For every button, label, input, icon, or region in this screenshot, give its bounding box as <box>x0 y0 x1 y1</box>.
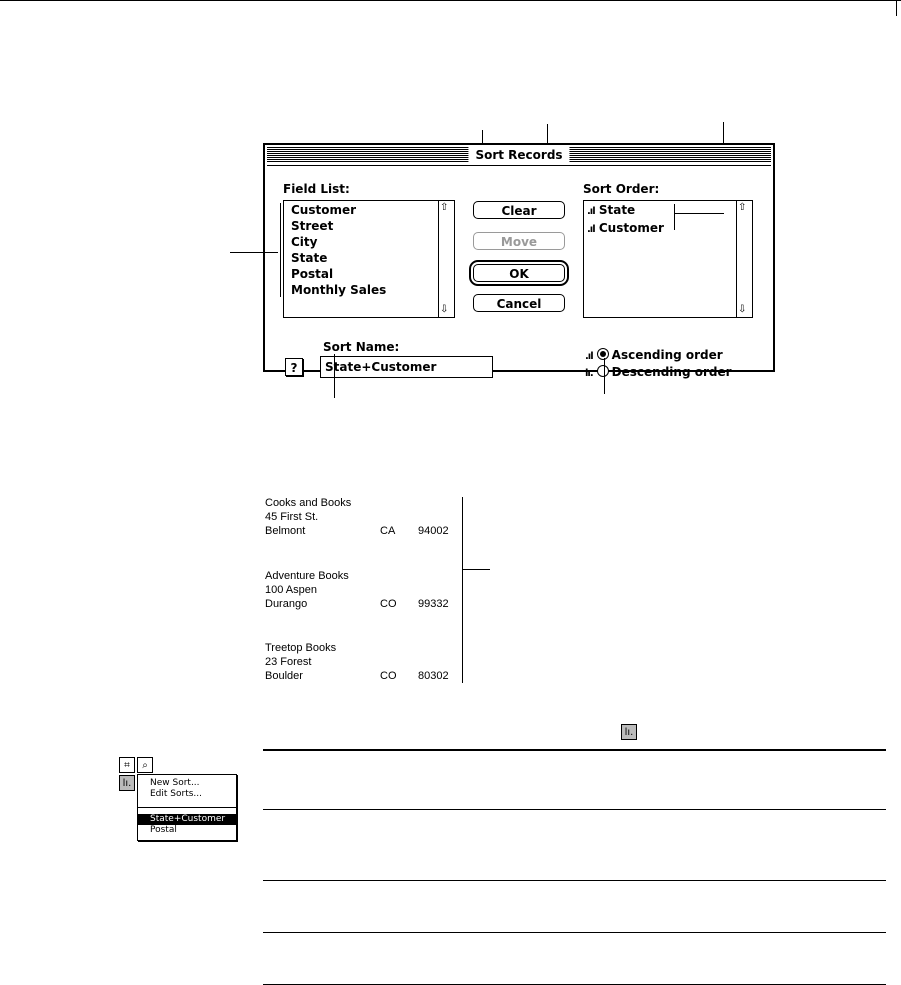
table-top-rule <box>263 749 886 751</box>
descending-radio[interactable] <box>597 365 609 377</box>
ascending-radio[interactable] <box>597 348 609 360</box>
record-zip: 80302 <box>418 670 449 682</box>
record-name: Adventure Books <box>265 570 349 582</box>
layout-tool-icon[interactable]: ⌗ <box>119 757 135 773</box>
sort-name-label: Sort Name: <box>323 340 400 354</box>
field-item-monthly-sales[interactable]: Monthly Sales <box>291 283 387 297</box>
record-name: Treetop Books <box>265 642 337 654</box>
sort-order-box[interactable] <box>583 200 753 318</box>
sort-popup-menu <box>137 774 237 841</box>
field-list-label: Field List: <box>283 182 350 196</box>
callout-sortname-line <box>334 354 335 398</box>
menu-divider <box>138 807 236 808</box>
record-zip: 94002 <box>418 525 449 537</box>
dialog-title-bar[interactable] <box>267 147 771 163</box>
scroll-down-icon[interactable]: ⇩ <box>738 304 747 315</box>
field-list-scrollbar[interactable] <box>438 201 454 317</box>
ascending-radio-row[interactable] <box>585 348 723 362</box>
ascending-label: Ascending order <box>611 348 723 362</box>
record-city: Belmont <box>265 525 306 537</box>
field-item-state[interactable]: State <box>291 251 328 265</box>
sort-item-state[interactable] <box>584 202 664 220</box>
sort-name-input[interactable] <box>320 356 493 378</box>
table-row-rule <box>263 932 886 933</box>
sort-order-scrollbar[interactable] <box>736 201 752 317</box>
scroll-up-icon[interactable]: ⇧ <box>440 202 449 213</box>
move-button[interactable]: Move <box>473 232 565 250</box>
menu-item-postal[interactable]: Postal <box>150 825 177 835</box>
record-street: 100 Aspen <box>265 584 317 596</box>
field-item-street[interactable]: Street <box>291 219 334 233</box>
callout-sortorder-bracket <box>674 204 675 230</box>
ok-button[interactable]: OK <box>473 264 565 282</box>
sort-order-label: Sort Order: <box>583 182 660 196</box>
descending-order-icon: lı. <box>585 368 593 379</box>
record-name: Cooks and Books <box>265 497 352 509</box>
sort-tool-icon: lı. <box>621 724 637 740</box>
report-bracket-stub <box>462 569 490 570</box>
sort-item-label: State <box>598 203 636 217</box>
page-corner-tick <box>896 0 897 16</box>
help-button[interactable]: ? <box>285 358 303 376</box>
page-top-rule <box>0 0 901 1</box>
callout-fieldlist-bracket <box>280 203 281 297</box>
sort-records-dialog <box>263 143 775 379</box>
find-icon[interactable]: ⌕ <box>137 757 153 773</box>
table-row-rule <box>263 880 886 881</box>
sort-icon[interactable]: lı. <box>119 775 135 791</box>
field-list-box[interactable] <box>283 200 455 318</box>
descending-label: Descending order <box>611 365 732 379</box>
record-city: Boulder <box>265 670 303 682</box>
record-street: 45 First St. <box>265 511 319 523</box>
sort-item-customer[interactable] <box>584 220 664 238</box>
ascending-order-icon: .ıl <box>587 206 595 217</box>
descending-radio-row[interactable] <box>585 365 732 379</box>
field-item-city[interactable]: City <box>291 235 318 249</box>
field-item-postal[interactable]: Postal <box>291 267 334 281</box>
field-item-customer[interactable]: Customer <box>291 203 357 217</box>
callout-sortorder-tick <box>674 213 724 214</box>
table-row-rule <box>263 809 886 810</box>
dialog-body <box>267 165 771 379</box>
callout-fieldlist-stub <box>230 252 278 253</box>
ascending-order-icon: .ıl <box>585 351 593 362</box>
record-state: CO <box>380 670 397 682</box>
record-city: Durango <box>265 598 308 610</box>
scroll-down-icon[interactable]: ⇩ <box>440 304 449 315</box>
report-bracket <box>462 497 463 683</box>
callout-radio-line <box>604 358 605 394</box>
ascending-order-icon: .ıl <box>587 224 595 235</box>
record-zip: 99332 <box>418 598 449 610</box>
menu-item-edit-sorts[interactable]: Edit Sorts... <box>150 789 203 799</box>
clear-button[interactable]: Clear <box>473 201 565 219</box>
dialog-title: Sort Records <box>468 147 569 163</box>
record-state: CA <box>380 525 396 537</box>
record-street: 23 Forest <box>265 656 312 668</box>
sort-item-label: Customer <box>598 221 664 235</box>
record-state: CO <box>380 598 397 610</box>
cancel-button[interactable]: Cancel <box>473 294 565 312</box>
menu-item-new-sort[interactable]: New Sort... <box>150 778 200 788</box>
scroll-up-icon[interactable]: ⇧ <box>738 202 747 213</box>
menu-item-state-customer[interactable]: State+Customer <box>138 814 236 825</box>
